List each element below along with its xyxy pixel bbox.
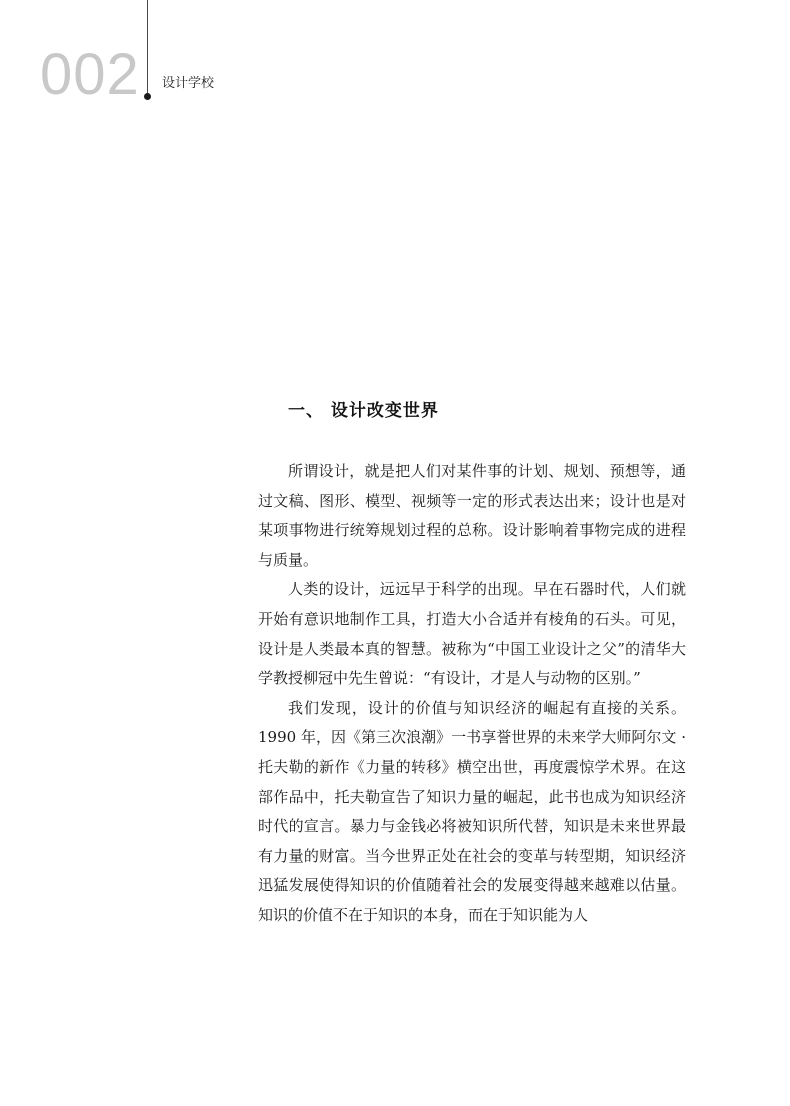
paragraph-1: 所谓设计，就是把人们对某件事的计划、规划、预想等，通过文稿、图形、模型、视频等一定的形式表达出来；设计也是对某项事物进行统筹规划过程的总称。设计影响着事物完成的进程与质量。 [258,462,686,569]
body-text [258,457,686,931]
section-heading: 一、 设计改变世界 [288,401,439,421]
header-dot-marker [144,93,151,100]
page-number: 002 [40,42,140,107]
paragraph-2: 人类的设计，远远早于科学的出现。早在石器时代，人们就开始有意识地制作工具，打造大小合适并有棱角的石头。可见，设计是人类最本真的智慧。被称为“中国工业设计之父”的清华大学教授柳冠中先生曾说：“有设计，才是人与动物的区别。” [258,580,686,688]
running-title: 设计学校 [162,76,215,91]
header-divider-line [147,0,148,97]
paragraph-3: 我们发现，设计的价值与知识经济的崛起有直接的关系。1990 年，因《第三次浪潮》一书享誉世界的未来学大师阿尔文 · 托夫勒的新作《力量的转移》横空出世，再度震惊学术界。在这部作品中，托夫勒宣告了知识力量的崛起，此书也成为知识经济时代的宣言。暴力与金钱必将被知识所代替，知识是未来世界最有力量的财富。当今世界正处在社会的变革与转型期，知识经济迅猛发展使得知识的价值随着社会的发展变得越来越难以估量。知识的价值不在于知识的本身，而在于知识能为人 [258,698,686,924]
